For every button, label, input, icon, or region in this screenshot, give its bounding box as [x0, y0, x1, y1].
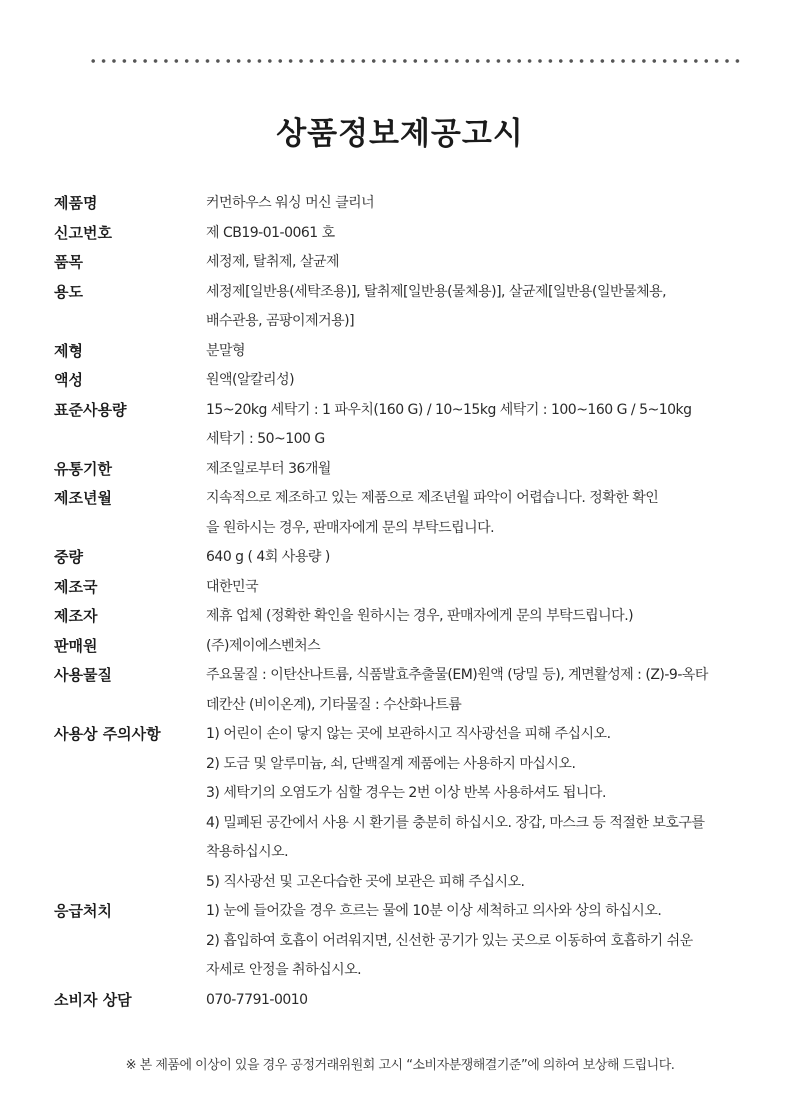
info-row [54, 986, 754, 1016]
info-value [206, 278, 754, 337]
info-value-line: 070-7791-0010 [206, 991, 308, 1008]
info-row [54, 366, 754, 396]
info-value-line: 세정제[일반용(세탁조용)], 탈취제[일반용(물체용)], 살균제[일반용(일반물체용, [206, 283, 667, 300]
info-value [206, 484, 754, 543]
footer-note: ※ 본 제품에 이상이 있을 경우 공정거래위원회 고시 “소비자분쟁해결기준”에 의하여 보상해 드립니다. [125, 1058, 675, 1073]
info-row [54, 189, 754, 219]
info-value-line: 2) 도금 및 알루미늄, 쇠, 단백질계 제품에는 사용하지 마십시오. [206, 755, 576, 772]
info-row [54, 278, 754, 337]
info-value [206, 337, 754, 367]
info-label: 제조국 [54, 577, 98, 596]
info-row [54, 602, 754, 632]
info-row [54, 455, 754, 485]
info-label: 응급처치 [54, 902, 112, 920]
info-value-line: 을 원하시는 경우, 판매자에게 문의 부탁드립니다. [206, 519, 495, 536]
info-label: 판매원 [54, 636, 98, 655]
info-label: 액성 [54, 371, 83, 389]
info-label: 품목 [54, 253, 83, 271]
info-row [54, 337, 754, 367]
info-value [206, 543, 754, 573]
info-value-line: 1) 어린이 손이 닿지 않는 곳에 보관하시고 직사광선을 피해 주십시오. [206, 726, 611, 742]
info-row [54, 573, 754, 603]
info-value [206, 720, 754, 897]
info-value-line: 주요물질 : 이탄산나트륨, 식품발효추출물(EM)원액 (당밀 등), 계면활성제 : (Z)-9-옥타 [206, 667, 708, 683]
info-label: 중량 [54, 548, 83, 566]
info-label: 제조자 [54, 607, 98, 625]
info-row [54, 396, 754, 455]
info-label: 제조년월 [54, 489, 112, 507]
info-value [206, 986, 754, 1016]
info-value [206, 661, 754, 720]
info-value [206, 396, 754, 455]
info-label: 용도 [54, 282, 83, 301]
info-row [54, 632, 754, 662]
dotted-divider [88, 57, 744, 65]
info-value-line: 제휴 업체 (정확한 확인을 원하시는 경우, 판매자에게 문의 부탁드립니다.) [206, 608, 634, 624]
info-value-line: 3) 세탁기의 오염도가 심할 경우는 2번 이상 반복 사용하셔도 됩니다. [206, 785, 606, 801]
info-value-line: 분말형 [206, 342, 246, 359]
info-label: 사용상 주의사항 [54, 725, 161, 743]
info-value-line: 15~20kg 세탁기 : 1 파우치(160 G) / 10~15kg 세탁기 : 100~160 G / 5~10kg [206, 401, 692, 418]
info-value [206, 219, 754, 249]
page-title: 상품정보제공고시 [276, 116, 524, 152]
info-row [54, 219, 754, 249]
info-value-line: 지속적으로 제조하고 있는 제품으로 제조년월 파악이 어렵습니다. 정확한 확인 [206, 490, 659, 506]
info-label: 사용물질 [54, 666, 112, 684]
info-label: 제품명 [54, 194, 98, 212]
info-value-line: 커먼하우스 워싱 머신 클리너 [206, 195, 375, 211]
info-value [206, 573, 754, 603]
info-value-line: 원액(알칼리성) [206, 372, 295, 388]
info-value-line: 제조일로부터 36개월 [206, 460, 331, 477]
info-row [54, 484, 754, 543]
info-value [206, 189, 754, 219]
product-info-table [54, 189, 754, 1015]
info-value-line: 착용하십시오. [206, 844, 289, 860]
info-label: 제형 [54, 341, 83, 360]
info-value [206, 897, 754, 986]
info-label: 소비자 상담 [54, 990, 132, 1009]
info-row [54, 543, 754, 573]
info-value-line: 배수관용, 곰팡이제거용)] [206, 313, 355, 329]
info-value-line: (주)제이에스벤처스 [206, 637, 321, 654]
info-value-line: 대한민국 [206, 578, 259, 595]
info-value-line: 제 CB19-01-0061 호 [206, 224, 335, 241]
info-value-line: 4) 밀폐된 공간에서 사용 시 환기를 충분히 하십시오. 장갑, 마스크 등 적절한 보호구를 [206, 814, 705, 831]
info-label: 표준사용량 [54, 400, 127, 419]
info-value-line: 세정제, 탈취제, 살균제 [206, 254, 340, 270]
info-row [54, 661, 754, 720]
info-row [54, 248, 754, 278]
info-value [206, 632, 754, 662]
info-value-line: 자세로 안정을 취하십시오. [206, 962, 362, 978]
info-value [206, 366, 754, 396]
info-row [54, 720, 754, 897]
info-label: 유통기한 [54, 459, 112, 478]
info-value-line: 데칸산 (비이온계), 기타물질 : 수산화나트륨 [206, 696, 462, 713]
info-value-line: 2) 흡입하여 호흡이 어려워지면, 신선한 공기가 있는 곳으로 이동하여 호흡하기 쉬운 [206, 932, 693, 949]
info-value-line: 세탁기 : 50~100 G [206, 431, 325, 447]
info-value [206, 602, 754, 632]
info-value-line: 640 g ( 4회 사용량 ) [206, 549, 330, 565]
info-value [206, 455, 754, 485]
info-value [206, 248, 754, 278]
info-row [54, 897, 754, 986]
info-value-line: 5) 직사광선 및 고온다습한 곳에 보관은 피해 주십시오. [206, 873, 525, 890]
info-value-line: 1) 눈에 들어갔을 경우 흐르는 물에 10분 이상 세척하고 의사와 상의 하십시오. [206, 903, 662, 919]
info-label: 신고번호 [54, 223, 112, 242]
